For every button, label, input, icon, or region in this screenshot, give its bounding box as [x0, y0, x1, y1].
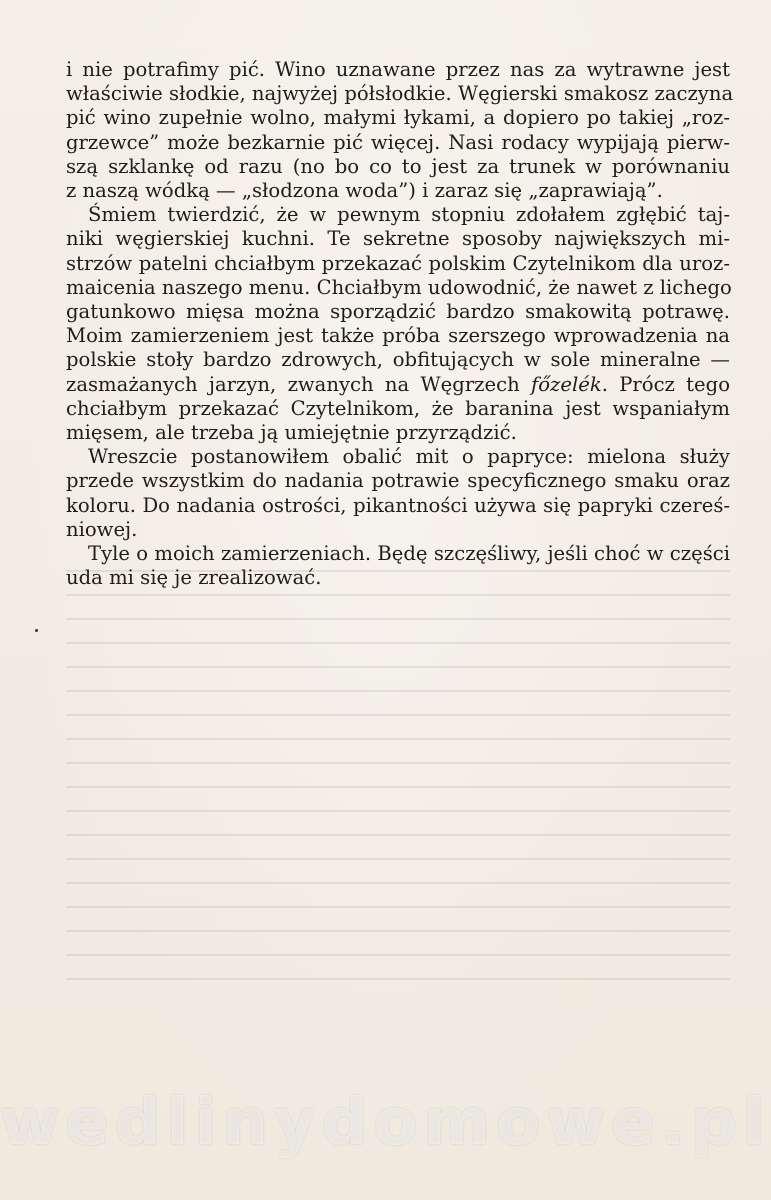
watermark: wedlinydomowe.pl	[0, 1086, 771, 1160]
text-line: strzów patelni chciałbym przekazać polskim Czytelnikom dla uroz-	[66, 251, 730, 275]
text-line: i nie potrafimy pić. Wino uznawane przez nas za wytrawne jest	[66, 58, 730, 81]
text-line: polskie stoły bardzo zdrowych, obfitujących w sole mineralne —	[66, 348, 730, 372]
text-line: szą szklankę od razu (no bo co to jest za trunek w porównaniu	[66, 154, 730, 178]
show-through-texture	[66, 570, 730, 1040]
text-line: niowej.	[66, 517, 138, 541]
text-line: Moim zamierzeniem jest także próba szerszego wprowadzenia na	[66, 324, 730, 348]
text-line: Śmiem twierdzić, że w pewnym stopniu zdołałem zgłębić taj-	[88, 203, 730, 227]
paragraph-1	[66, 58, 734, 203]
text-line: koloru. Do nadania ostrości, pikantności używa się papryki czereś-	[66, 493, 730, 517]
text-line: przede wszystkim do nadania potrawie specyficznego smaku oraz	[66, 469, 730, 493]
text-line: grzewce” może bezkarnie pić więcej. Nasi rodacy wypijają pierw-	[66, 130, 730, 154]
paragraph-2	[66, 203, 730, 445]
text-line: mięsem, ale trzeba ją umiejętnie przyrządzić.	[66, 421, 517, 445]
foreign-term: főzelék	[531, 372, 602, 396]
paragraph-3	[66, 445, 730, 542]
text-line: Tyle o moich zamierzeniach. Będę szczęśliwy, jeśli choć w części	[88, 542, 730, 566]
text-line: chciałbym przekazać Czytelnikom, że baranina jest wspaniałym	[66, 396, 730, 420]
text-line: Wreszcie postanowiłem obalić mit o papryce: mielona służy	[88, 445, 730, 469]
body-text	[66, 58, 734, 590]
margin-speck	[35, 629, 38, 632]
text-line: właściwie słodkie, najwyżej półsłodkie. Węgierski smakosz zaczyna	[66, 82, 734, 106]
text-line: maicenia naszego menu. Chciałbym udowodnić, że nawet z lichego	[66, 275, 732, 299]
text-line: pić wino zupełnie wolno, małymi łykami, a dopiero po takiej „roz-	[66, 106, 730, 130]
text-line: niki węgierskiej kuchni. Te sekretne sposoby największych mi-	[66, 227, 730, 251]
text-line: z naszą wódką — „słodzona woda”) i zaraz się „zaprawiają”.	[66, 179, 663, 203]
text-line: uda mi się je zrealizować.	[66, 566, 322, 590]
text-line: gatunkowo mięsa można sporządzić bardzo smakowitą potrawę.	[66, 300, 730, 324]
text-line: zasmażanych jarzyn, zwanych na Węgrzech főzelék. Prócz tego	[66, 372, 730, 396]
